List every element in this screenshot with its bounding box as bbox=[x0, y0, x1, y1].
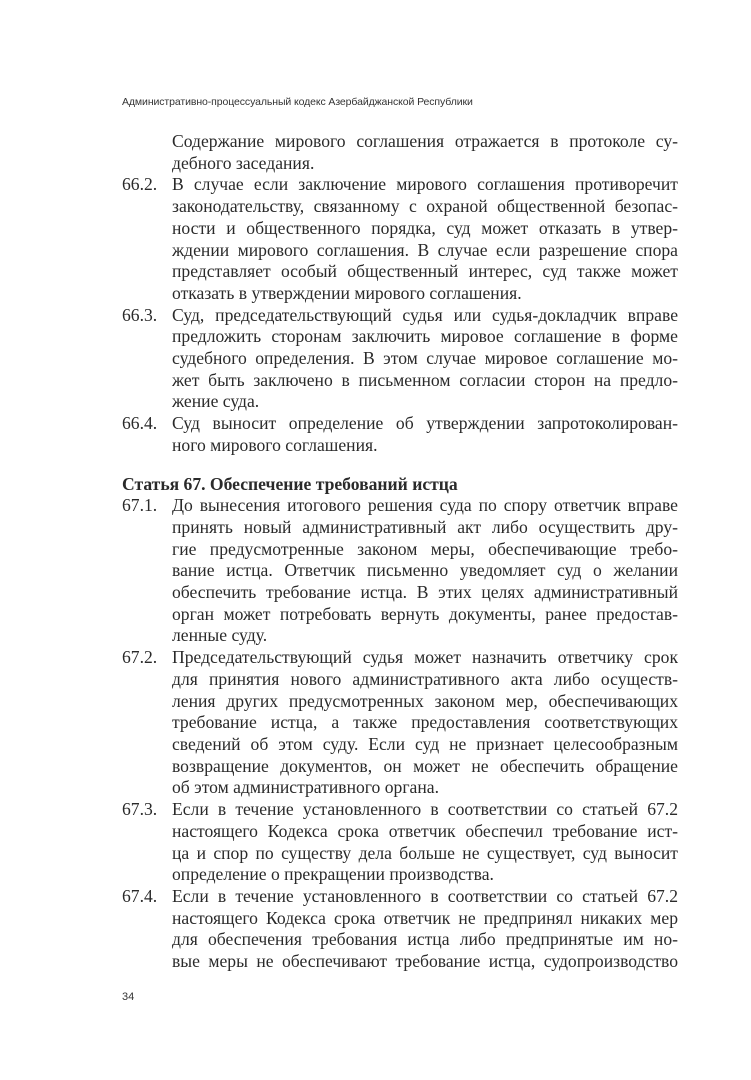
text-line: требование истца, а также предоставления соответствующих bbox=[172, 712, 678, 733]
text-line: вые меры не обеспечивают требование истца, судопроизводство bbox=[172, 951, 678, 972]
text-line: настоящего Кодекса срока ответчик не предпринял никаких мер bbox=[172, 907, 678, 928]
text-line: жение суда. bbox=[172, 391, 260, 412]
running-head: Административно-процессуальный кодекс Азербайджанской Республики bbox=[122, 96, 473, 108]
clause bbox=[122, 305, 678, 414]
clause bbox=[122, 131, 678, 174]
text-line: обеспечить требование истца. В этих целях административный bbox=[172, 582, 678, 603]
clause-number: 67.2. bbox=[122, 647, 158, 668]
clause-number: 67.3. bbox=[122, 799, 158, 820]
page-number: 34 bbox=[122, 991, 135, 1003]
clause-number: 66.4. bbox=[122, 413, 158, 434]
text-line: судебного определения. В этом случае мировое соглашение мо- bbox=[172, 348, 678, 369]
text-line: жет быть заключено в письменном согласии сторон на предло- bbox=[172, 369, 678, 390]
text-line: настоящего Кодекса срока ответчик обеспечил требование ист- bbox=[172, 820, 678, 841]
text-line: для принятия нового административного акта либо осуществ- bbox=[172, 668, 678, 689]
text-line: вание истца. Ответчик письменно уведомляет суд о желании bbox=[172, 560, 678, 581]
text-line: предложить сторонам заключить мировое соглашение в форме bbox=[172, 326, 678, 347]
text-line: для обеспечения требования истца либо предпринятые им но- bbox=[172, 929, 678, 950]
text-line: определение о прекращении производства. bbox=[172, 864, 494, 885]
clause-text bbox=[172, 647, 678, 799]
clause bbox=[122, 495, 678, 647]
clause-text bbox=[172, 886, 678, 973]
clause bbox=[122, 174, 678, 304]
clause-text bbox=[172, 799, 678, 886]
text-line: ного мирового соглашения. bbox=[172, 434, 378, 455]
text-line: Председательствующий судья может назначить ответчику срок bbox=[172, 647, 678, 668]
text-line: До вынесения итогового решения суда по спору ответчик вправе bbox=[172, 495, 678, 516]
text-line: сведений об этом суду. Если суд не признает целесообразным bbox=[172, 733, 678, 754]
text-line: представляет особый общественный интерес, суд также может bbox=[172, 261, 678, 282]
text-line: Если в течение установленного в соответствии со статьей 67.2 bbox=[172, 799, 678, 820]
text-line: дебного заседания. bbox=[172, 152, 315, 173]
clause bbox=[122, 799, 678, 886]
text-line: отказать в утверждении мирового соглашения. bbox=[172, 282, 522, 303]
text-line: ности и общественного порядка, суд может отказать в утвер- bbox=[172, 217, 678, 238]
clause-text bbox=[172, 495, 678, 647]
clause bbox=[122, 647, 678, 799]
text-line: В случае если заключение мирового соглашения противоречит bbox=[172, 174, 678, 195]
text-line: Суд выносит определение об утверждении запротоколирован- bbox=[172, 413, 678, 434]
text-line: законодательству, связанному с охраной общественной безопас- bbox=[172, 196, 678, 217]
text-line: ца и спор по существу дела больше не существует, суд выносит bbox=[172, 842, 678, 863]
text-line: гие предусмотренные законом меры, обеспечивающие требо- bbox=[172, 538, 678, 559]
clause-text bbox=[172, 413, 678, 456]
text-line: Содержание мирового соглашения отражается в протоколе су- bbox=[172, 131, 678, 151]
text-line: ленные суду. bbox=[172, 625, 268, 646]
text-line: об этом административного органа. bbox=[172, 777, 439, 798]
text-line: ждении мирового соглашения. В случае если разрешение спора bbox=[172, 239, 678, 260]
article-66-clauses bbox=[122, 131, 678, 457]
article-67-clauses bbox=[122, 495, 678, 972]
text-line: Суд, председательствующий судья или судья-докладчик вправе bbox=[172, 304, 678, 325]
clause bbox=[122, 413, 678, 456]
text-line: возвращение документов, он может не обеспечить обращение bbox=[172, 755, 678, 776]
clause-text bbox=[172, 131, 678, 174]
clause-number: 66.3. bbox=[122, 304, 158, 325]
clause-text bbox=[172, 305, 678, 414]
clause-number: 66.2. bbox=[122, 174, 158, 195]
article-heading: Статья 67. Обеспечение требований истца bbox=[122, 473, 458, 494]
page-content bbox=[122, 131, 678, 973]
clause bbox=[122, 886, 678, 973]
clause-number: 67.1. bbox=[122, 495, 158, 516]
text-line: орган может потребовать вернуть документы, ранее предостав- bbox=[172, 603, 678, 624]
text-line: ления других предусмотренных законом мер, обеспечивающих bbox=[172, 690, 678, 711]
clause-number bbox=[122, 131, 172, 174]
text-line: принять новый административный акт либо осуществить дру- bbox=[172, 516, 678, 537]
text-line: Если в течение установленного в соответствии со статьей 67.2 bbox=[172, 885, 678, 906]
clause-number: 67.4. bbox=[122, 885, 158, 906]
clause-text bbox=[172, 174, 678, 304]
